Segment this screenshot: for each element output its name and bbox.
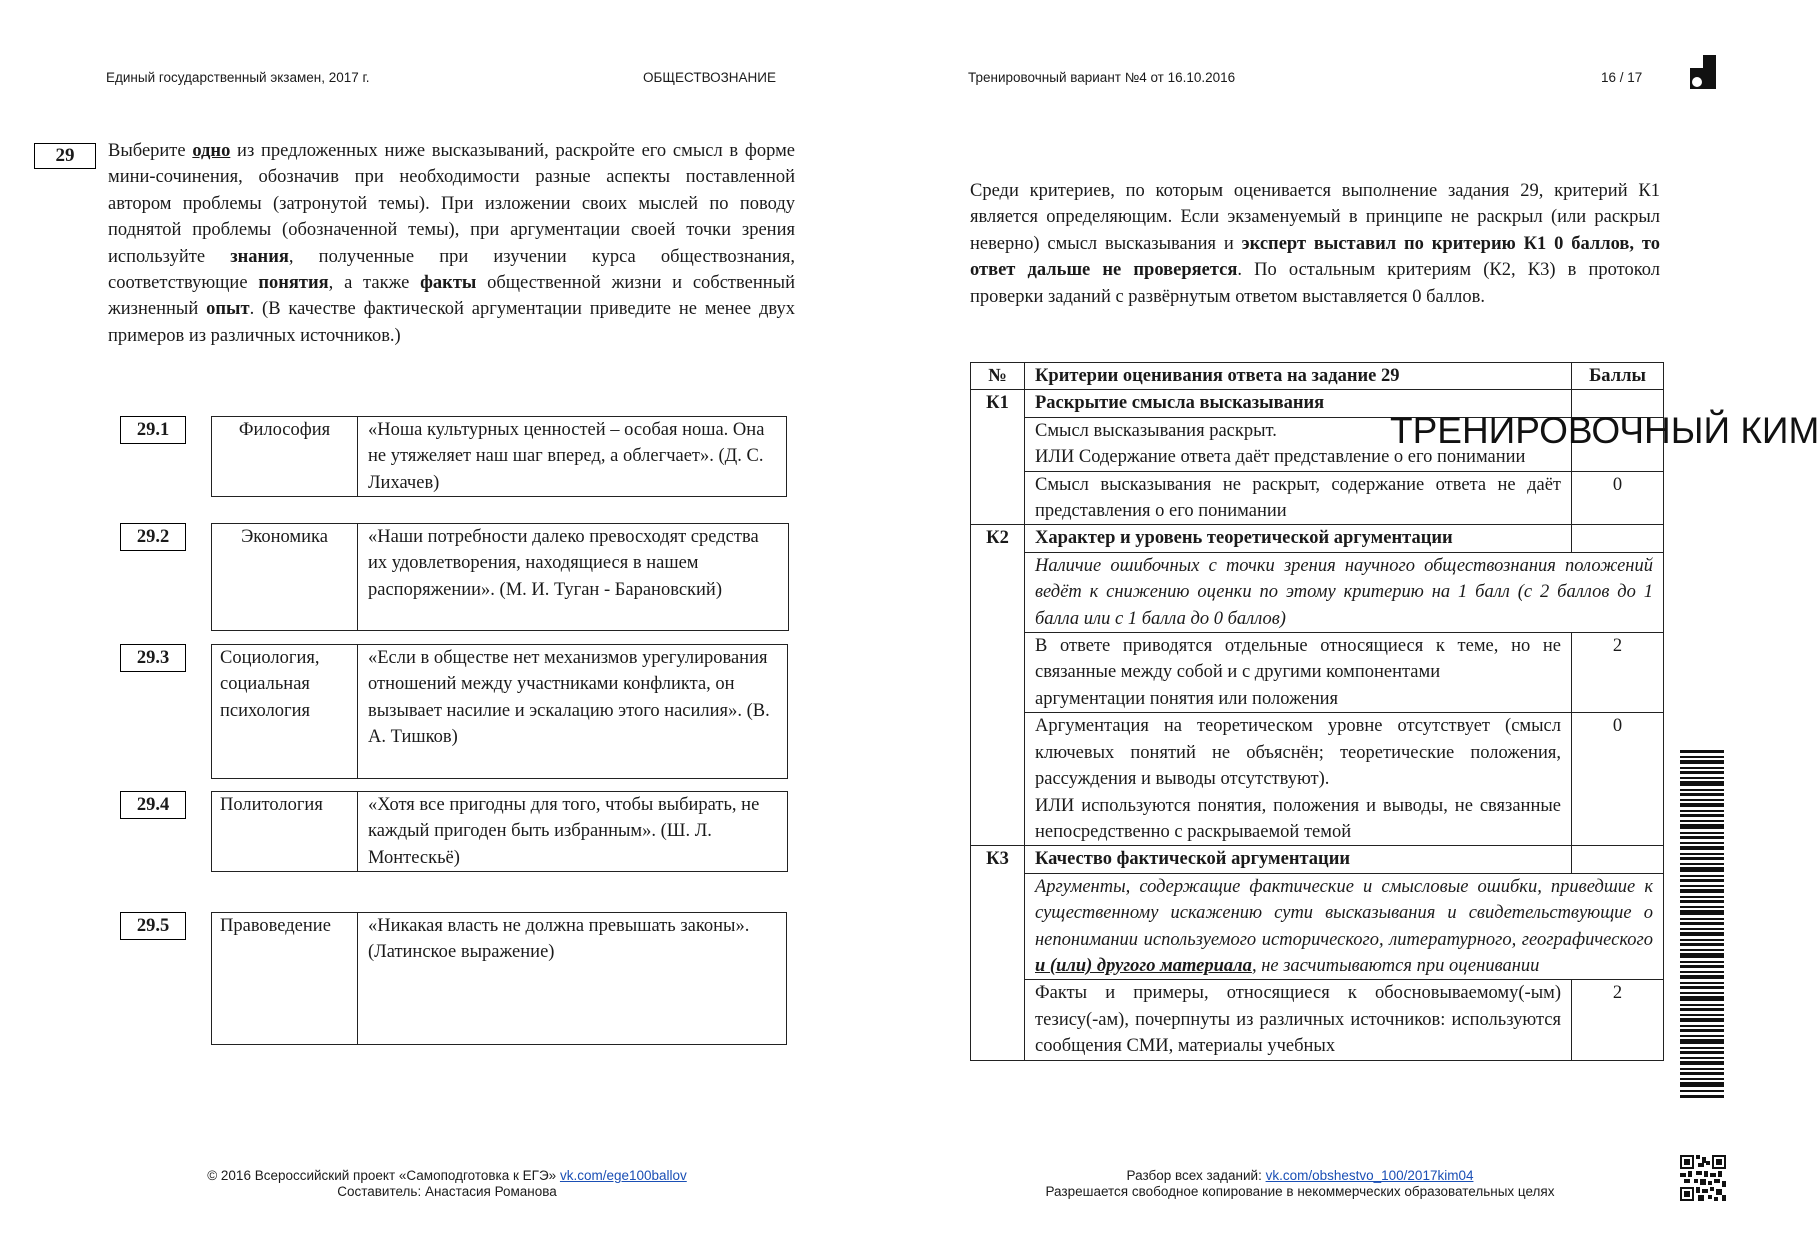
col-header-criteria: Критерии оценивания ответа на задание 29 xyxy=(1025,363,1572,390)
criterion-code: К3 xyxy=(971,846,1025,1060)
statement-quote: «Никакая власть не должна превышать законы». (Латинское выражение) xyxy=(358,913,787,1045)
corner-marker-icon xyxy=(1690,55,1716,89)
statement-subject: Социология, социальная психология xyxy=(212,645,358,779)
criterion-note: Аргументы, содержащие фактические и смысловые ошибки, приведшие к существенному искажению сути высказывания и свидетельствующие о непонимании используемого исторического, литературного, географического и (или) другого материала, не засчитываются при оценивании xyxy=(1025,873,1664,980)
footer-left: © 2016 Всероссийский проект «Самоподготовка к ЕГЭ» vk.com/ege100ballov Составитель: Анастасия Романова xyxy=(207,1168,687,1199)
criteria-table xyxy=(970,362,1664,1061)
page-number: 16 / 17 xyxy=(1601,70,1643,85)
criterion-title: Характер и уровень теоретической аргументации xyxy=(1025,525,1572,552)
statement-subject: Политология xyxy=(212,792,358,872)
table-row xyxy=(971,846,1664,873)
statement-subject: Философия xyxy=(212,417,358,497)
qr-code-icon xyxy=(1680,1155,1726,1201)
statement-number: 29.3 xyxy=(120,644,186,672)
criterion-title: Качество фактической аргументации xyxy=(1025,846,1572,873)
subject-title: ОБЩЕСТВОЗНАНИЕ xyxy=(643,70,776,85)
statement-table xyxy=(211,912,787,1045)
statement-quote: «Если в обществе нет механизмов урегулирования отношений между участниками конфликта, он вызывает насилие и эскалацию этого насилия». (В. А. Тишков) xyxy=(358,645,788,779)
table-row xyxy=(971,525,1664,552)
criterion-description: Факты и примеры, относящиеся к обосновываемому(-ым) тезису(-ам), почерпнуты из различных источников: используются сообщения СМИ, материалы учебных xyxy=(1025,980,1572,1060)
variant-title: Тренировочный вариант №4 от 16.10.2016 xyxy=(968,70,1236,85)
criterion-points: 2 xyxy=(1572,633,1664,713)
col-header-points: Баллы xyxy=(1572,363,1664,390)
table-row xyxy=(971,713,1664,846)
footer-link[interactable]: vk.com/ege100ballov xyxy=(559,1168,687,1183)
table-row xyxy=(971,363,1664,390)
statement-table xyxy=(211,644,788,779)
table-row xyxy=(971,633,1664,713)
criterion-description: Аргументация на теоретическом уровне отсутствует (смысл ключевых понятий не объяснён; теоретические положения, рассуждения и выводы отсутствуют). ИЛИ используются понятия, положения и выводы, не связанные непосредственно с раскрываемой темой xyxy=(1025,713,1572,846)
col-header-number: № xyxy=(971,363,1025,390)
task-number: 29 xyxy=(34,143,96,169)
statement-number: 29.5 xyxy=(120,912,186,940)
exam-title: Единый государственный экзамен, 2017 г. xyxy=(106,70,370,85)
criterion-description: Смысл высказывания не раскрыт, содержание ответа не даёт представления о его понимании xyxy=(1025,471,1572,525)
criterion-title: Раскрытие смысла высказывания xyxy=(1025,390,1572,417)
statement-quote: «Хотя все пригодны для того, чтобы выбирать, не каждый пригоден быть избранным». (Ш. Л. Монтескьё) xyxy=(358,792,788,872)
table-row xyxy=(971,471,1664,525)
footer-link[interactable]: vk.com/obshestvo_100/2017kim04 xyxy=(1265,1168,1474,1183)
criterion-points: 2 xyxy=(1572,980,1664,1060)
statement-table xyxy=(211,791,788,872)
statement-subject: Экономика xyxy=(212,524,358,631)
statement-table xyxy=(211,416,787,497)
task-instructions: Выберите одно из предложенных ниже высказываний, раскройте его смысл в форме мини-сочинения, обозначив при необходимости разные аспекты поставленной автором проблемы (затронутой темы). При изложении своих мыслей по поводу поднятой проблемы (обозначенной темы), при аргументации своей точки зрения используйте знания, полученные при изучении курса обществознания, соответствующие понятия, а также факты общественной жизни и собственный жизненный опыт. (В качестве фактической аргументации приведите не менее двух примеров из различных источников.) xyxy=(108,141,795,346)
criterion-note: Наличие ошибочных с точки зрения научного обществознания положений ведёт к снижению оценки по этому критерию на 1 балл (с 2 баллов до 1 балла или с 1 балла до 0 баллов) xyxy=(1025,552,1664,632)
criteria-intro: Среди критериев, по которым оценивается выполнение задания 29, критерий К1 является определяющим. Если экзаменуемый в принципе не раскрыл (или раскрыл неверно) смысл высказывания и эксперт выставил по критерию К1 0 баллов, то ответ дальше не проверяется. По остальным критериям (К2, К3) в протокол проверки заданий с развёрнутым ответом выставляется 0 баллов. xyxy=(970,181,1660,307)
statement-number: 29.4 xyxy=(120,791,186,819)
criterion-code: К2 xyxy=(971,525,1025,846)
table-row xyxy=(971,873,1664,980)
criterion-description: В ответе приводятся отдельные относящиеся к теме, но не связанные между собой и с другими компонентами аргументации понятия или положения xyxy=(1025,633,1572,713)
table-row xyxy=(971,552,1664,632)
criterion-description: Смысл высказывания раскрыт. ИЛИ Содержание ответа даёт представление о его понимании xyxy=(1025,417,1572,471)
statement-quote: «Ноша культурных ценностей – особая ноша. Она не утяжеляет наш шаг вперед, а облегчает». (Д. С. Лихачев) xyxy=(358,417,787,497)
table-row xyxy=(971,980,1664,1060)
statement-table xyxy=(211,523,789,631)
criterion-points: 0 xyxy=(1572,471,1664,525)
statement-number: 29.1 xyxy=(120,416,186,444)
footer-right: Разбор всех заданий: vk.com/obshestvo_100/2017kim04 Разрешается свободное копирование в некоммерческих образовательных целях xyxy=(1045,1168,1555,1199)
criterion-points: 0 xyxy=(1572,713,1664,846)
barcode-icon xyxy=(1680,750,1724,1100)
statement-quote: «Наши потребности далеко превосходят средства их удовлетворения, находящиеся в нашем распоряжении». (М. И. Туган - Барановский) xyxy=(358,524,789,631)
statement-subject: Правоведение xyxy=(212,913,358,1045)
statement-number: 29.2 xyxy=(120,523,186,551)
criterion-code: К1 xyxy=(971,390,1025,525)
watermark: ТРЕНИРОВОЧНЫЙ КИМ xyxy=(1390,410,1819,451)
